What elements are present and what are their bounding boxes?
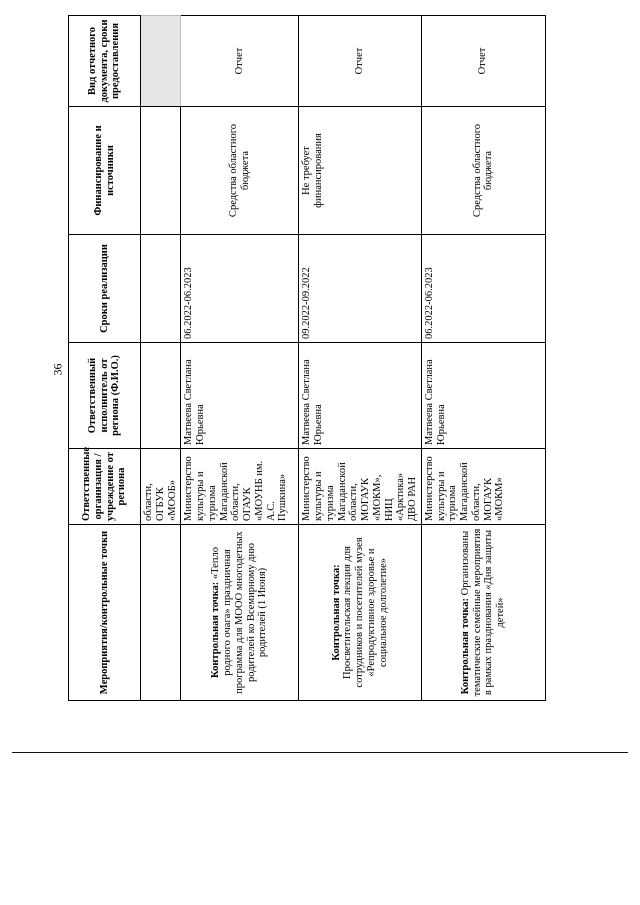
person-cell: Матвеева Светлана Юрьевна (421, 343, 545, 449)
event-cell (421, 525, 545, 701)
header-terms: Сроки реализации (69, 235, 141, 343)
finance-cell: Не требует финансирования (299, 107, 422, 235)
rotated-table-wrapper (68, 16, 528, 701)
event-text: Организованы тематические семейные мероприятия в рамках празднования «Дня защиты детей» (459, 528, 506, 697)
table-row (299, 16, 422, 701)
report-cell: Отчет (299, 16, 422, 107)
carry-org: области, ОГБУК «МООБ» (141, 449, 181, 525)
org-cell: Министерство культуры и туризма Магаданской области, ОГАУК «МОУНБ им. А.С. Пушкина» (181, 449, 299, 525)
person-cell: Матвеева Светлана Юрьевна (181, 343, 299, 449)
org-cell: Министерство культуры и туризма Магаданской области, МОГАУК «МОКМ», НИЦ «Арктика» ДВО РАН (299, 449, 422, 525)
event-text: Просветительская лекция для сотрудников и посетителей музея «Репродуктивное здоровье и социальное долголетие» (342, 537, 389, 688)
header-row (69, 16, 141, 701)
header-person: Ответственный исполнитель от региона (Ф.И.О.) (69, 343, 141, 449)
event-cell (181, 525, 299, 701)
header-report: Вид отчетного документа, сроки предоставления (69, 16, 141, 107)
person-cell: Матвеева Светлана Юрьевна (299, 343, 422, 449)
org-cell: Министерство культуры и туризма Магаданской области, МОГАУК «МОКМ» (421, 449, 545, 525)
checkpoint-label: Контрольная точка: (330, 564, 342, 661)
table-row (181, 16, 299, 701)
bottom-rule (12, 752, 628, 753)
finance-cell: Средства областного бюджета (421, 107, 545, 235)
checkpoint-label: Контрольная точка: (210, 581, 222, 678)
carry-person (141, 343, 181, 449)
header-org: Ответственные организация / учреждение от региона (69, 449, 141, 525)
event-text: «Тепло родного очага» праздничная программа для МООО многодетных родителей ко Всемирному дню родителей (1 Июня) (210, 531, 269, 694)
table-row (421, 16, 545, 701)
terms-cell: 09.2022-09.2022 (299, 235, 422, 343)
finance-cell: Средства областного бюджета (181, 107, 299, 235)
header-finance: Финансирование и источники (69, 107, 141, 235)
carry-finance (141, 107, 181, 235)
terms-cell: 06.2022-06.2023 (181, 235, 299, 343)
carry-report (141, 16, 181, 107)
report-cell: Отчет (181, 16, 299, 107)
carry-row (141, 16, 181, 701)
terms-cell: 06.2022-06.2023 (421, 235, 545, 343)
page-number: 36 (50, 363, 65, 376)
events-table (68, 15, 546, 701)
header-event: Мероприятия/контрольные точки (69, 525, 141, 701)
checkpoint-label: Контрольная точка: (459, 597, 471, 695)
carry-terms (141, 235, 181, 343)
report-cell: Отчет (421, 16, 545, 107)
event-cell (299, 525, 422, 701)
carry-event (141, 525, 181, 701)
